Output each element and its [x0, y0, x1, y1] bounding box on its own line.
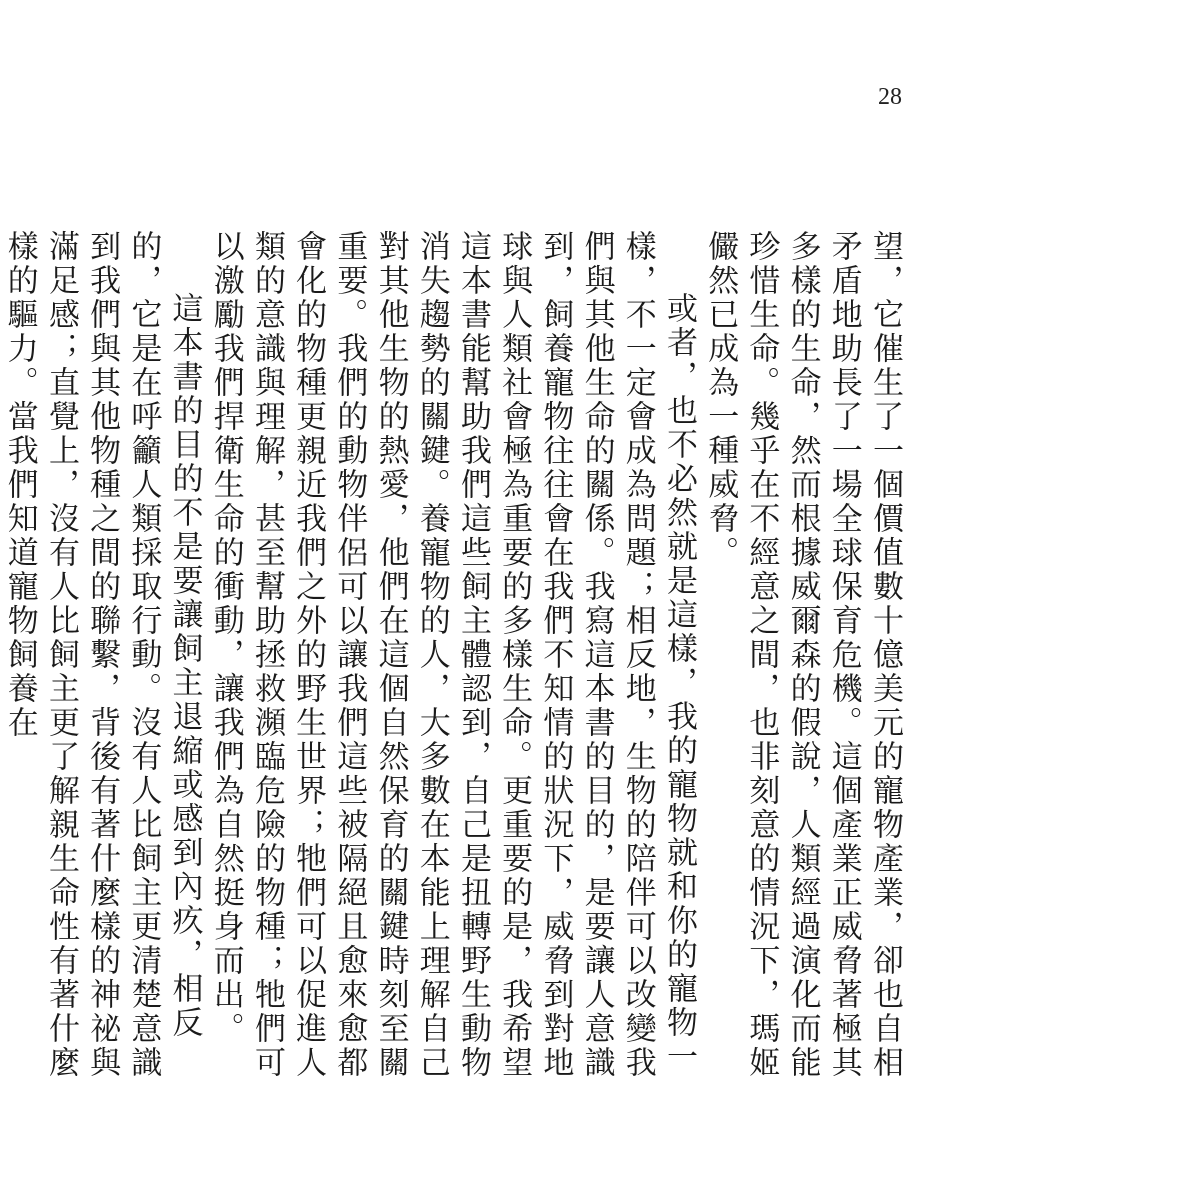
page-number: 28: [878, 84, 902, 110]
vertical-body-text: [1, 230, 905, 1100]
paragraph-continuation: 望，它催生了一個價值數十億美元的寵物產業，卻也自相矛盾地助長了一場全球保育危機。這個產業正威脅著極其多樣的生命，然而根據威爾森的假說，人類經過演化而能珍惜生命。幾乎在不經意之間，也非刻意的情況下，瑪姬儼然已成為一種威脅。: [702, 230, 903, 1080]
paragraph-book-purpose: 這本書的目的不是要讓飼主退縮或感到內疚，相反的，它是在呼籲人類採取行動。沒有人比飼主更清楚意識到我們與其他物種之間的聯繫，背後有著什麼樣的神祕與滿足感；直覺上，沒有人比飼主更了解親生命性有著什麼樣的驅力。當我們知道寵物飼養在: [1, 230, 203, 1080]
paragraph-pets-relationship: 或者，也不必然就是這樣，我的寵物就和你的寵物一樣，不一定會成為問題；相反地，生物的陪伴可以改變我們與其他生命的關係。我寫這本書的目的，是要讓人意識到，飼養寵物往往會在我們不知情的狀況下，威脅到對地球與人類社會極為重要的多樣生命。更重要的是，我希望這本書能幫助我們這些飼主體認到，自己是扭轉野生動物消失趨勢的關鍵。養寵物的人，大多數在本能上理解自己對其他生物的熱愛，他們在這個自然保育的關鍵時刻至關重要。我們的動物伴侶可以讓我們這些被隔絕且愈來愈都會化的物種更親近我們之外的野生世界；牠們可以促進人類的意識與理解，甚至幫助拯救瀕臨危險的物種；牠們可以激勵我們捍衛生命的衝動，讓我們為自然挺身而出。: [207, 230, 697, 1080]
